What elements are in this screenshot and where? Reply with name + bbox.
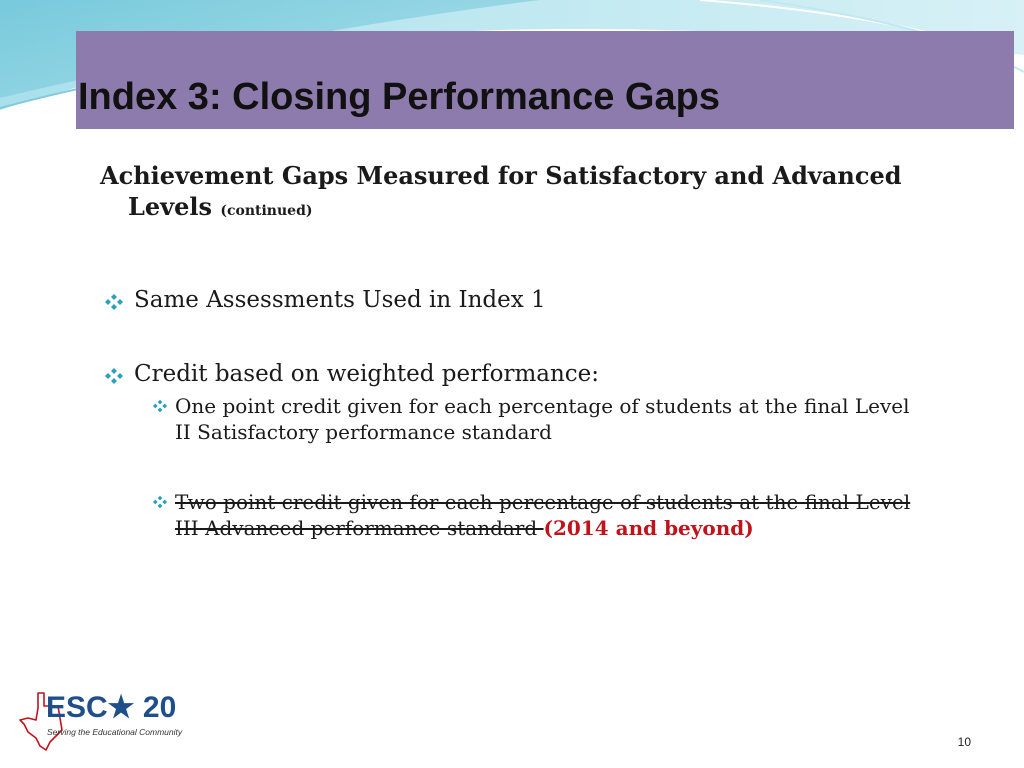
bullet-text: Same Assessments Used in Index 1 [134,287,546,313]
diamond-bullet-icon [152,399,168,413]
diamond-bullet-icon [152,495,168,509]
slide-body [100,160,920,541]
bullet-text: Credit based on weighted performance: [134,361,600,387]
bullet-same-assessments [100,285,920,315]
section-heading-text: Achievement Gaps Measured for Satisfactory and Advanced Levels [100,161,902,221]
sub-bullet-one-point [150,393,920,445]
bullet-credit-weighted [100,359,920,389]
sub-bullet-two-point [150,489,920,541]
section-heading [100,160,920,227]
struck-text: Two point credit given for each percentage of students at the final Level III Advanced performance standard [175,490,911,540]
logo-tagline: Serving the Educational Community [47,727,183,737]
heading-note: (continued) [220,203,313,219]
sub-bullet-text: One point credit given for each percentage of students at the final Level II Satisfactory performance standard [175,394,910,444]
diamond-bullet-icon [104,367,124,385]
page-number: 10 [957,735,971,749]
slide-title: Index 3: Closing Performance Gaps [78,76,720,118]
logo-name: ESC★ 20 [46,691,177,724]
diamond-bullet-icon [104,293,124,311]
highlight-text: (2014 and beyond) [543,516,754,540]
